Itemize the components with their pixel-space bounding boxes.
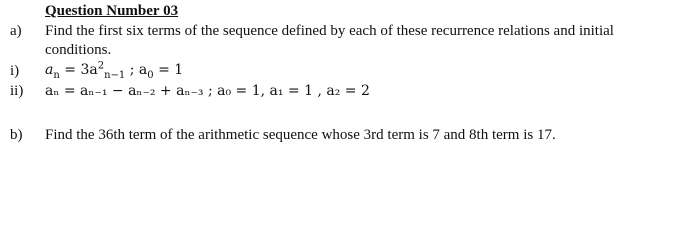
part-i-init-sub: 0 bbox=[147, 69, 154, 81]
part-a-marker: a) bbox=[10, 23, 22, 39]
part-i-lhs: a bbox=[45, 62, 54, 78]
part-a-text-line1: Find the first six terms of the sequence defined by each of these recurrence relations and initial bbox=[45, 23, 614, 39]
part-ii-equation: aₙ = aₙ₋₁ − aₙ₋₂ + aₙ₋₃ ; a₀ = 1, a₁ = 1 , a₂ = 2 bbox=[45, 83, 370, 99]
part-i-sep: ; a bbox=[129, 62, 148, 78]
part-i-lhs-sub: n bbox=[53, 69, 60, 81]
part-i-marker: i) bbox=[10, 63, 20, 79]
part-a-text-line2: conditions. bbox=[45, 42, 112, 58]
part-i-rhs-sub: n−1 bbox=[104, 69, 126, 81]
part-b-marker: b) bbox=[10, 127, 23, 143]
part-i-equation bbox=[45, 61, 183, 79]
part-ii-marker: ii) bbox=[10, 83, 24, 99]
part-i-rhs: = 3a bbox=[64, 62, 98, 78]
part-i-init-val: = 1 bbox=[158, 62, 184, 78]
part-i-rhs-sup: 2 bbox=[97, 60, 105, 72]
part-b-text: Find the 36th term of the arithmetic sequence whose 3rd term is 7 and 8th term is 17. bbox=[45, 127, 556, 143]
question-heading: Question Number 03 bbox=[45, 3, 179, 19]
